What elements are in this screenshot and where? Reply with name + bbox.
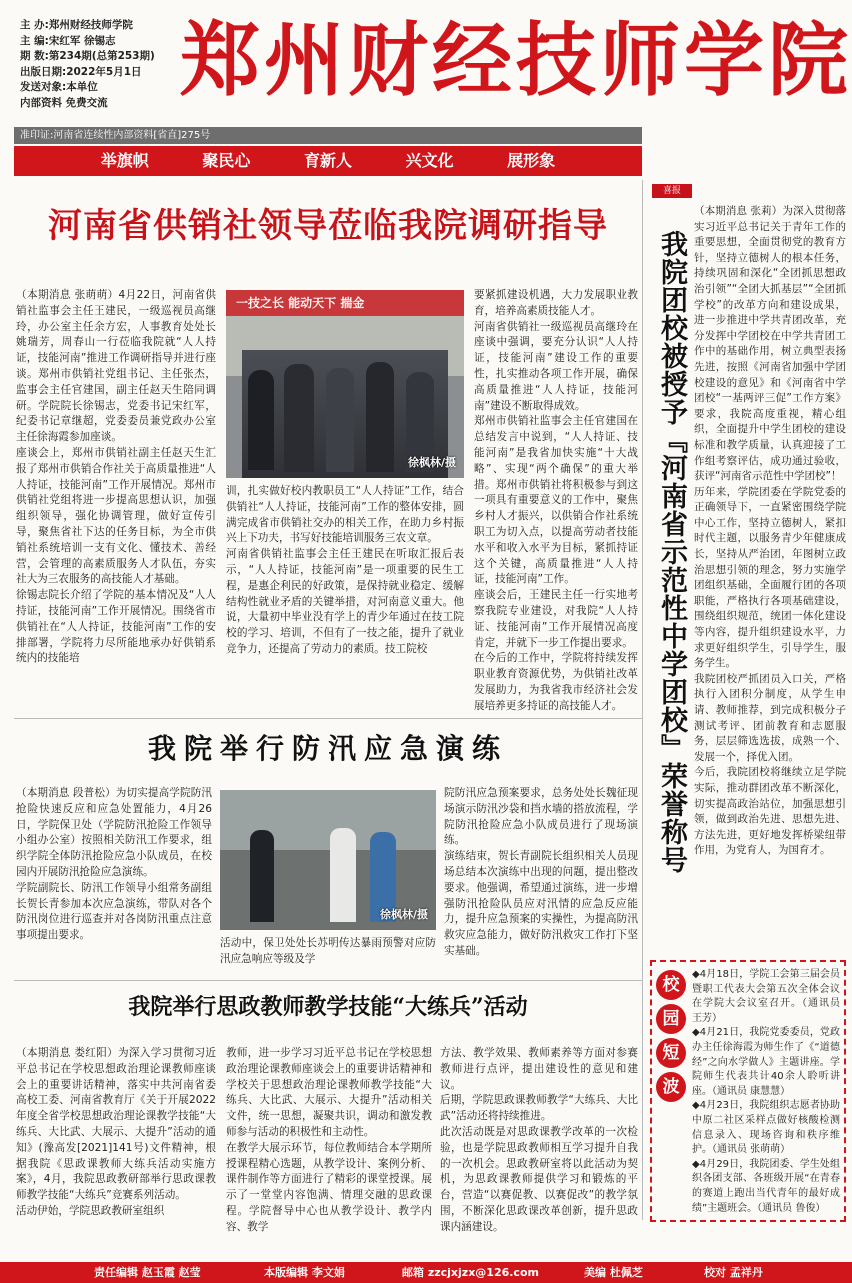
article1-text: 要紧抓建设机遇，大力发展职业教育，培养高素质技能人才。 河南省供销社一级巡视员高继玲在座谈中强调，要充分认识“人人持证，技能河南”建设工作的重要性，扎实推动各项工作开展，确保高质量推进“人人持证，技能河南”建设不断取得成效。 郑州市供销社监事会主任官建国在总结发言中说到，“人人持证、技能河南”是我省加快实施“十大战略”、实现“两个确保”的重大举措。郑州市供销社将积极参与到这一项具有重要意义的工作中，聚焦乡村人才振兴，以供销合作社系统职工为切入点，以提高劳动者技能水平和收入水平为目标，紧抓持证这个关键，高质量推进“人人持证，技能河南”工作。 座谈会后，王建民主任一行实地考察我院专业建设，对我院“人人持证、技能河南”工作开展情况高度肯定，并就下一步工作提出要求。 在今后的工作中，学院将持续发挥职业教育资源优势，为供销社改革发展助力，为我省我市经济社会发展培养更多持证的高技能人才。 [474, 289, 638, 712]
masthead-line: 内部资料 免费交流 [20, 96, 108, 109]
article2-text: 活动中，保卫处处长苏明传达暴雨预警对应防汛应急响应等级及学 [220, 937, 436, 965]
short-news-badges [656, 970, 686, 1106]
footer-email: 邮箱 zzcjxjzx@126.com [402, 1266, 539, 1279]
short-news-item: ◆4月23日，我院组织志愿者协助中原二社区采样点做好核酸检测信息录入、现场咨询和秩序维护。（通讯员 张萌萌） [692, 1100, 840, 1156]
permit-bar: 准印证:河南省连续性内部资料[省直]275号 [14, 127, 642, 144]
article3-text: 教师，进一步学习习近平总书记在学校思想政治理论课教师座谈会上的重要讲话精神和学校关于思想政治理论课教师教学技能“大练兵、大比武、大展示、大提升”活动相关文件，统一思想，凝聚共识，调动和激发教师参与活动的积极性和主动性。 在教学大展示环节，每位教师结合本学期所授课程精心选题，从教学设计、案例分析、课件制作等方面进行了精彩的课堂授课。展示了一堂堂内容饱满、情理交融的思政课程。学院督导中心也从教学设计、教学内容、教学 [226, 1047, 432, 1233]
article1-text: 训，扎实做好校内教职员工“人人持证”工作，结合供销社“人人持证，技能河南”工作的整体安排，圆满完成省市供销社交办的相关工作，在助力乡村振兴上下功夫，书写好技能培训服务三农文章。 河南省供销社监事会主任王建民在听取汇报后表示，“人人持证，技能河南”是一项重要的民生工程，是惠企利民的好政策，是保持就业稳定、缓解结构性就业矛盾的关键举措，对河南意义重大。他说，大量初中毕业没有学上的青少年通过在技工院校的学习、培训，不但有了一技之能，提升了就业竞争力，还提高了劳动力的素质。技工院校 [226, 485, 464, 655]
section-divider [14, 718, 642, 719]
footer-art-editor: 美编 杜佩芝 [584, 1266, 643, 1279]
slogan-bar [14, 146, 642, 176]
masthead-line: 主 办:郑州财经技师学院 [20, 19, 133, 31]
photo-credit: 徐枫林/摄 [407, 456, 456, 469]
article1-headline: 河南省供销社领导莅临我院调研指导 [48, 206, 608, 246]
short-news-item: ◆4月18日，学院工会第三届会员暨职工代表大会第五次全体会议在学院大会议室召开。（通讯员 王芳） [692, 969, 840, 1024]
article2-headline: 我院举行防汛应急演练 [147, 732, 508, 765]
article3-col1 [16, 1046, 216, 1258]
article3-text: （本期消息 娄红阳）为深入学习贯彻习近平总书记在学校思想政治理论课教师座谈会上的重要讲话精神，落实中共河南省委高校工委、河南省教育厅《关于开展2022年度全省学校思想政治理论课教学技能“大练兵、大比武、大展示、大提升”活动的通知》(豫高发[2021]141号)文件精神，根据我院《思政课教师大练兵活动实施方案》，4月，我院思政教研部举行思政课教师教学技能“大练兵”竞赛系列活动。 活动伊始，学院思政教研室组织 [16, 1047, 216, 1217]
sidebar-text: （本期消息 张莉）为深入贯彻落实习近平总书记关于青年工作的重要思想，全面贯彻党的教育方针，坚持立德树人的根本任务，持续巩固和深化“全团抓思想政治引领”“全团大抓基层”“全团抓学校”的改革方向和建设成果，进一步推进中学共青团改革，充分发挥中学团校在中学共青团工作中的基础作用，树立典型表扬先进，按照《河南省加强中学团校建设的意见》和《河南省中学团校“一基两评三促”工作方案》要求，我院高度重视，精心组织，全面提升中学生团校的建设标准和教学质量，认真迎接了工作组考察评估，成功通过验收，获评“河南省示范性中学团校”！ 历年来，学院团委在学院党委的正确领导下，一直紧密围绕学院中心工作，坚持立德树人，紧扣时代主题，以服务青少年健康成长，坚持从严治团，年图树立政治思想引领的理念，努力实施学团组织基础，全面履行团的各项职能，严格执行各项基础建设，围绕组织规范，统团一体化建设等内容，提升组织建设水平，力求更好组织学生，引导学生，服务学生。 我院团校严抓团员入口关，严格执行入团积分制度，从学生申请、教师推荐，到完成积极分子测试考评、团前教育和志愿服务，层层筛选选拔，成熟一个、发展一个，择优入团。 今后，我院团校将继续立足学院实际，推动群团改革不断深化，切实提高政治站位，加强思想引领，做到政治先进、思想先进、方法先进，更好地发挥桥梁纽带作用，为党育人，为国育才。 [694, 205, 846, 857]
short-news-item: ◆4月21日，我院党委委员，党政办主任徐海霞为师生作了《“道德经”之向水学做人》主题讲座。学院师生代表共计40余人聆听讲座。（通讯员 康慧慧） [692, 1027, 840, 1097]
photo-banner: 一技之长 能动天下 揣金 [226, 290, 464, 316]
article2-col1 [16, 786, 212, 972]
column-divider [642, 180, 643, 1220]
footer-bar [0, 1262, 852, 1283]
slogan-item: 兴文化 [405, 151, 454, 170]
short-news-item: ◆4月29日，我院团委、学生处组织各团支部、各班级开展“在青春的赛道上跑出当代青年的最好成绩”主题班会。（通讯员 鲁俊） [692, 1158, 840, 1214]
photo-credit: 徐枫林/摄 [379, 908, 428, 921]
article1-photo [226, 290, 464, 478]
article3-headline: 我院举行思政教师教学技能“大练兵”活动 [128, 994, 528, 1020]
short-news-badge: 校 [656, 970, 686, 1000]
slogan-item: 展形象 [507, 151, 556, 170]
good-news-tag: 喜报 [652, 184, 692, 198]
newspaper-title: 郑州财经技师学院 [180, 13, 852, 107]
masthead-line: 发送对象:本单位 [20, 81, 98, 94]
footer-editors: 责任编辑 赵玉霞 赵莹 [94, 1266, 201, 1279]
article1-col3 [474, 288, 638, 712]
slogan-item: 举旗帜 [100, 151, 149, 170]
short-news-box [650, 960, 846, 1222]
article3-col3 [440, 1046, 638, 1258]
masthead-line: 主 编:宋红军 徐锡志 [20, 34, 116, 47]
article2-text: 院防汛应急预案要求，总务处处长魏征现场演示防汛沙袋和挡水墙的搭放流程，学院防汛抢险应急小队成员进行了现场演练。 演练结束，贺长青副院长组织相关人员现场总结本次演练中出现的问题，提出整改要求。他强调，希望通过演练，进一步增强防汛抢险队员应对汛情的应急反应能力，提升应急预案的实操性，为提高防汛救灾应急能力，做好防汛救灾工作打下坚实基础。 [444, 787, 638, 957]
slogan-item: 聚民心 [202, 151, 251, 170]
article1-text: （本期消息 张萌萌）4月22日，河南省供销社监事会主任王建民，一级巡视员高继玲，办公室主任余方宏，人事教育处处长姚瑞芳，周春山一行莅临我院就“人人持证，技能河南”推进工作调研指导并进行座谈。郑州市供销社党组书记、主任张杰，监事会主任官建国，副主任赵天生陪同调研。学院院长徐锡志，党委书记宋红军，纪委书记章继超，党委委员兼党政办公室主任徐海霞参加座谈。 座谈会上，郑州市供销社副主任赵天生汇报了郑州市供销合作社关于高质量推进“人人持证，技能河南”工作开展情况。郑州市供销社党组将进一步提高思想认识，加强组织领导，强化协调管理，做好宣传引导，聚焦省社下达的任务目标，为全市供销社系统培训一支有文化、懂技术、善经营，会管理的高素质服务人才队伍，夯实社大为三农服务的高技能人才基础。 徐锡志院长介绍了学院的基本情况及“人人持证，技能河南”工作开展情况。围绕省市供销社在“人人持证，技能河南”工作的安排部署，学院将力尽所能地承办好供销系统内的技能培 [16, 289, 216, 665]
short-news-badge: 短 [656, 1038, 686, 1068]
masthead-line: 出版日期:2022年5月1日 [20, 65, 142, 78]
slogan-item: 育新人 [303, 151, 352, 170]
article1-col2 [226, 484, 464, 712]
sidebar-headline: 我院团校被授予『河南省示范性中学团校』荣誉称号 [656, 230, 687, 874]
short-news-badge: 波 [656, 1072, 686, 1102]
short-news-list [692, 968, 840, 1216]
article2-text: （本期消息 段普松）为切实提高学院防汛抢险快速反应和应急处置能力，4月26日，学院保卫处（学院防汛抢险工作领导小组办公室）按照相关防汛工作要求，组织学院全体防汛抢险应急小队成员，在校园内开展防汛抢险应急演练。 学院副院长、防汛工作领导小组常务副组长贺长青参加本次应急演练，带队对各个防汛岗位进行巡查并对各岗防汛重点注意事项提出要求。 [16, 787, 212, 942]
short-news-badge: 园 [656, 1004, 686, 1034]
section-divider [14, 980, 642, 981]
article3-col2 [226, 1046, 432, 1258]
article1-col1 [16, 288, 216, 708]
article2-col3 [444, 786, 638, 976]
masthead-line: 期 数:第234期(总第253期) [20, 50, 155, 63]
article3-text: 方法、教学效果、教师素养等方面对参赛教师进行点评，提出建设性的意见和建议。 后期，学院思政课教师教学“大练兵、大比武”活动还将持续推进。 此次活动既是对思政课教学改革的一次检验，也是学院思政教师相互学习提升自我的一次机会。思政教研室将以此活动为契机，为思政课教师提供学习和锻炼的平台，营造“以赛促教、以赛促改”的教学氛围，不断深化思政课改革创新，提升思政课内涵建设。 [440, 1047, 638, 1233]
article2-photo [220, 790, 436, 930]
masthead-info [20, 18, 155, 112]
footer-layout-editor: 本版编辑 李文娟 [264, 1266, 345, 1279]
footer-proofreader: 校对 孟祥丹 [704, 1266, 763, 1279]
article2-col2 [220, 936, 436, 976]
sidebar-body [694, 204, 846, 954]
